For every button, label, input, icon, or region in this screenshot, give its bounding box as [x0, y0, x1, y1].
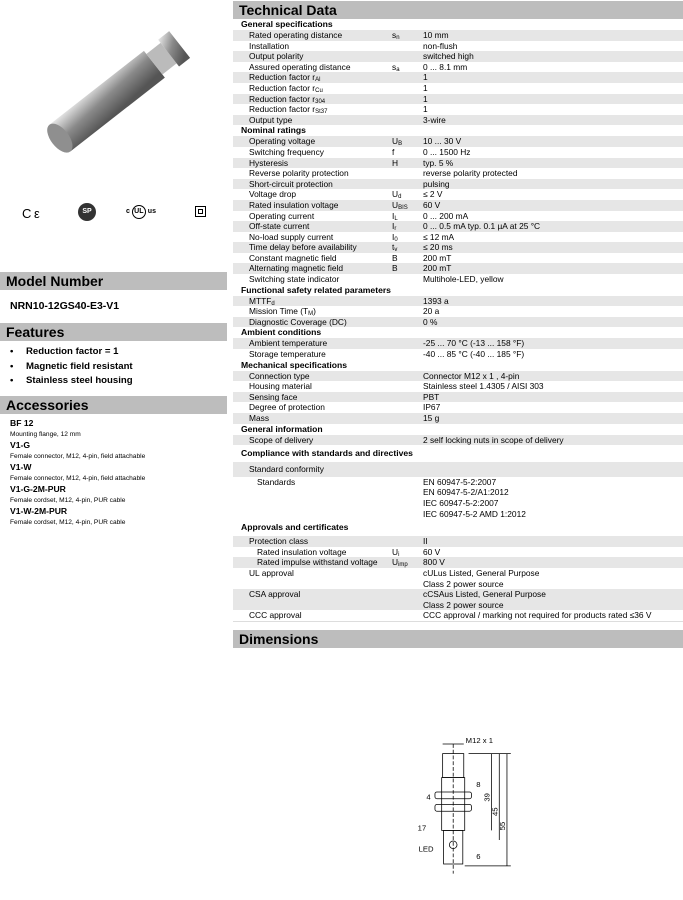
spec-value: -40 ... 85 °C (-40 ... 185 °F): [423, 349, 525, 360]
spec-row: [233, 104, 683, 115]
spec-value: 10 ... 30 V: [423, 136, 462, 147]
spec-value: 0 %: [423, 316, 438, 327]
spec-value: 60 V: [423, 199, 441, 210]
spec-value: ≤ 20 ms: [423, 242, 453, 253]
spec-row: [233, 274, 683, 285]
spec-row: [233, 296, 683, 307]
dim-thread-label: M12 x 1: [465, 735, 493, 745]
spec-row: [233, 30, 683, 41]
section-title: Ambient conditions: [241, 327, 322, 338]
spec-row: [233, 168, 683, 179]
section-title: General specifications: [241, 19, 333, 29]
dimensions-header: Dimensions: [233, 630, 683, 648]
spec-row: [233, 41, 683, 52]
spec-symbol: [392, 94, 423, 105]
accessory-name[interactable]: V1-G: [10, 440, 31, 450]
spec-label: Rated impulse withstand voltage: [257, 557, 378, 568]
spec-value: CCC approval / marking not required for products rated ≤36 V: [423, 610, 652, 621]
spec-row: [233, 317, 683, 328]
cul-us-logo-icon: c UL us: [126, 205, 156, 219]
dim-39-label: 39: [482, 792, 492, 802]
spec-label: Voltage drop: [249, 189, 297, 200]
spec-label: Output polarity: [249, 51, 304, 62]
feature-item: • Magnetic field resistant: [10, 360, 133, 372]
spec-row: [233, 147, 683, 158]
spec-label: Connection type: [249, 370, 310, 381]
spec-symbol: [392, 477, 423, 519]
spec-symbol: [392, 51, 423, 62]
spec-row: [233, 189, 683, 200]
spec-symbol: f: [392, 146, 395, 157]
spec-symbol: $U_i$: [392, 546, 400, 558]
spec-value: Multihole-LED, yellow: [423, 274, 504, 285]
spec-value: reverse polarity protected: [423, 168, 518, 179]
spec-symbol: [392, 536, 423, 547]
spec-value: typ. 5 %: [423, 157, 454, 168]
spec-row: [233, 263, 683, 274]
spec-symbol: [392, 83, 423, 94]
spec-value: ≤ 2 V: [423, 189, 443, 200]
spec-row: [233, 179, 683, 190]
spec-symbol: $s_a$: [392, 61, 400, 73]
spec-value: 60 V: [423, 546, 441, 557]
section-title: Nominal ratings: [241, 125, 306, 136]
spec-row: [233, 402, 683, 413]
spec-symbol: [392, 41, 423, 52]
spec-value: IP67: [423, 402, 441, 413]
spec-label: $MTTF_d$: [249, 295, 275, 307]
feature-item: • Reduction factor = 1: [10, 346, 119, 357]
spec-label: Standard conformity: [249, 464, 324, 475]
spec-label: Standards: [257, 476, 296, 487]
spec-symbol: [392, 435, 423, 446]
accessory-desc: Female cordset, M12, 4-pin, PUR cable: [10, 519, 126, 526]
spec-row: [233, 392, 683, 403]
dim-4-label: 4: [426, 792, 431, 802]
spec-label: UL approval: [249, 567, 294, 578]
spec-label: Assured operating distance: [249, 61, 351, 72]
spec-value: 200 mT: [423, 263, 452, 274]
spec-symbol: [392, 464, 423, 475]
spec-symbol: $I_L$: [392, 210, 398, 222]
spec-value: EN 60947-5-2:2007 EN 60947-5-2/A1:2012 IEC 60947-5-2:2007 IEC 60947-5-2 AMD 1:2012: [423, 476, 526, 519]
spec-value: [423, 464, 683, 475]
spec-label: Operating current: [249, 210, 315, 221]
spec-value: 800 V: [423, 557, 445, 568]
spec-symbol: [392, 402, 423, 413]
spec-value: 1: [423, 72, 428, 83]
spec-row: [233, 349, 683, 360]
dim-6-label: 6: [476, 852, 481, 862]
spec-row: [233, 136, 683, 147]
spec-label: Scope of delivery: [249, 434, 314, 445]
spec-row: [233, 72, 683, 83]
spec-symbol: [392, 589, 423, 610]
spec-value: cCSAus Listed, General Purpose Class 2 power source: [423, 589, 546, 610]
spec-row: [233, 253, 683, 264]
spec-symbol: [392, 179, 423, 190]
spec-label: Housing material: [249, 381, 312, 392]
csa-logo-icon: SP: [78, 203, 96, 221]
spec-symbol: $t_v$: [392, 242, 398, 254]
spec-label: Diagnostic Coverage (DC): [249, 316, 347, 327]
technical-data-header: Technical Data: [233, 1, 683, 19]
spec-symbol: [392, 413, 423, 424]
accessory-name[interactable]: BF 12: [10, 418, 34, 428]
ce-mark-icon: C ε: [22, 206, 40, 221]
spec-label: Reduction factor $r_{St37}$: [249, 104, 328, 116]
spec-label: Mass: [249, 413, 270, 423]
spec-label: Reverse polarity protection: [249, 168, 349, 179]
spec-label: Alternating magnetic field: [249, 263, 344, 274]
spec-row: [233, 51, 683, 62]
section-title: General information: [241, 423, 323, 434]
accessory-name[interactable]: V1-W-2M-PUR: [10, 506, 68, 516]
section-title: Functional safety related parameters: [241, 284, 391, 295]
spec-value: 0 ... 0.5 mA typ. 0.1 µA at 25 °C: [423, 221, 541, 232]
spec-symbol: $U_{imp}$: [392, 557, 408, 569]
spec-row: [233, 568, 683, 589]
spec-label: Off-state current: [249, 221, 310, 232]
product-photo: [25, 20, 200, 170]
spec-symbol: [392, 392, 423, 403]
spec-value: switched high: [423, 51, 474, 62]
model-number: NRN10-12GS40-E3-V1: [10, 300, 120, 312]
spec-value: cULus Listed, General Purpose Class 2 power source: [423, 567, 540, 589]
dim-45-label: 45: [490, 807, 500, 816]
spec-value: Stainless steel 1.4305 / AISI 303: [423, 381, 544, 392]
spec-value: 15 g: [423, 413, 440, 423]
spec-value: 0 ... 1500 Hz: [423, 146, 471, 157]
spec-value: 200 mT: [423, 252, 452, 263]
spec-row: [233, 232, 683, 243]
spec-label: Reduction factor $r_{Cu}$: [249, 82, 323, 94]
spec-symbol: $I_r$: [392, 221, 397, 233]
spec-row: [233, 435, 683, 446]
spec-symbol: B: [392, 252, 398, 263]
spec-label: Rated insulation voltage: [257, 546, 347, 557]
spec-row: [233, 547, 683, 558]
spec-symbol: [392, 115, 423, 126]
right-column: [233, 0, 683, 900]
accessory-desc: Female connector, M12, 4-pin, field attachable: [10, 453, 146, 460]
technical-data-table: [233, 19, 683, 622]
spec-row: [233, 221, 683, 232]
spec-value: non-flush: [423, 40, 458, 51]
spec-row: [233, 536, 683, 547]
features-list: [0, 341, 227, 396]
spec-value: 0 ... 200 mA: [423, 210, 469, 221]
accessory-desc: Female connector, M12, 4-pin, field attachable: [10, 475, 146, 482]
spec-symbol: $U_{BIS}$: [392, 199, 408, 211]
section-title: Approvals and certificates: [241, 522, 349, 533]
spec-value: Connector M12 x 1 , 4-pin: [423, 370, 520, 381]
spec-row: [233, 83, 683, 94]
spec-symbol: B: [392, 263, 398, 274]
spec-label: Reduction factor $r_{Al}$: [249, 72, 321, 84]
spec-row: [233, 338, 683, 349]
spec-label: Short-circuit protection: [249, 178, 333, 189]
accessory-name[interactable]: V1-W: [10, 462, 32, 472]
spec-value: 1: [423, 82, 428, 93]
spec-symbol: H: [392, 157, 399, 168]
spec-label: Operating voltage: [249, 136, 316, 147]
spec-symbol: $U_B$: [392, 136, 403, 148]
spec-row: [233, 62, 683, 73]
spec-symbol: [392, 610, 423, 621]
spec-label: Rated insulation voltage: [249, 199, 339, 210]
spec-row: [233, 557, 683, 568]
model-number-header: Model Number: [0, 272, 227, 290]
spec-label: Degree of protection: [249, 402, 325, 413]
spec-row: [233, 381, 683, 392]
protection-class-ii-icon: [195, 206, 206, 217]
spec-label: Ambient temperature: [249, 338, 328, 349]
spec-value: -25 ... 70 °C (-13 ... 158 °F): [423, 338, 525, 349]
spec-label: CCC approval: [249, 610, 302, 621]
spec-label: No-load supply current: [249, 231, 334, 242]
spec-symbol: [392, 381, 423, 392]
spec-row: [233, 115, 683, 126]
accessory-name[interactable]: V1-G-2M-PUR: [10, 484, 66, 494]
spec-label: Protection class: [249, 536, 309, 547]
dim-led-label: LED: [418, 844, 434, 854]
certification-logos: [0, 200, 227, 230]
spec-label: Sensing face: [249, 391, 298, 402]
spec-row: [233, 211, 683, 222]
spec-label: CSA approval: [249, 589, 301, 600]
spec-value: 0 ... 8.1 mm: [423, 61, 468, 72]
accessory-desc: Female cordset, M12, 4-pin, PUR cable: [10, 497, 126, 504]
spec-symbol: [392, 274, 423, 285]
spec-value: 1: [423, 104, 428, 115]
feature-item: • Stainless steel housing: [10, 375, 133, 386]
spec-symbol: $I_0$: [392, 231, 398, 243]
accessory-desc: Mounting flange, 12 mm: [10, 431, 81, 438]
section-title: Mechanical specifications: [241, 359, 348, 370]
spec-value: 3-wire: [423, 114, 446, 125]
spec-label: Mission Time $(T_M)$: [249, 306, 316, 318]
spec-symbol: [392, 568, 423, 589]
spec-symbol: [392, 371, 423, 382]
spec-symbol: [392, 72, 423, 83]
spec-value: 1: [423, 93, 428, 104]
spec-row: [233, 413, 683, 424]
spec-row: [233, 242, 683, 253]
spec-symbol: [392, 349, 423, 360]
dim-wrench-label: 17: [417, 823, 427, 833]
spec-value: 20 a: [423, 306, 440, 317]
spec-row: [233, 610, 683, 622]
spec-label: Constant magnetic field: [249, 252, 337, 263]
spec-row: [233, 589, 683, 610]
spec-value: PBT: [423, 391, 440, 402]
spec-row: [233, 462, 683, 477]
spec-symbol: $U_d$: [392, 189, 402, 201]
features-header: Features: [0, 323, 227, 341]
spec-row: [233, 371, 683, 382]
spec-label: Installation: [249, 40, 290, 51]
spec-row: [233, 477, 683, 519]
spec-row: [233, 158, 683, 169]
spec-symbol: [392, 104, 423, 115]
spec-row: [233, 200, 683, 211]
spec-label: Storage temperature: [249, 349, 326, 360]
spec-label: Output type: [249, 114, 293, 125]
accessories-list: [0, 414, 227, 528]
spec-label: Hysteresis: [249, 157, 289, 168]
spec-label: Switching frequency: [249, 146, 324, 157]
spec-value: ≤ 12 mA: [423, 231, 455, 242]
spec-symbol: [392, 306, 423, 317]
spec-label: Rated operating distance: [249, 30, 343, 40]
dim-55-label: 55: [498, 821, 508, 831]
spec-value: 2 self locking nuts in scope of delivery: [423, 434, 564, 445]
spec-symbol: $s_n$: [392, 30, 400, 41]
spec-value: pulsing: [423, 178, 450, 189]
dim-8-label: 8: [476, 780, 481, 790]
spec-symbol: [392, 168, 423, 179]
spec-value: 10 mm: [423, 30, 449, 40]
spec-value: 1393 a: [423, 295, 449, 306]
spec-symbol: [392, 338, 423, 349]
spec-row: [233, 94, 683, 105]
spec-row: [233, 306, 683, 317]
section-title: Compliance with standards and directives: [241, 448, 413, 459]
spec-label: Time delay before availability: [249, 242, 357, 253]
spec-symbol: [392, 296, 423, 307]
left-column: [0, 0, 227, 900]
spec-label: Switching state indicator: [249, 274, 340, 285]
dimensions-drawing: [233, 648, 683, 888]
spec-label: Reduction factor $r_{304}$: [249, 93, 326, 105]
accessories-header: Accessories: [0, 396, 227, 414]
spec-value: II: [423, 536, 428, 547]
spec-symbol: [392, 317, 423, 328]
